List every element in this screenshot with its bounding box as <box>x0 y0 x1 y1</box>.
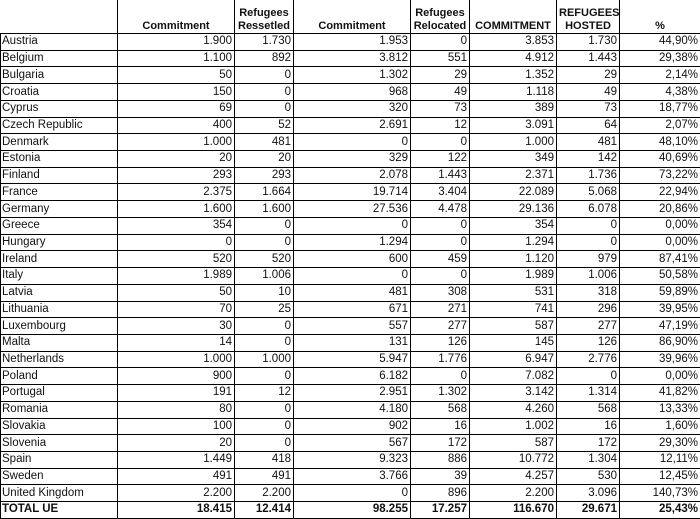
cell-refugees-relocated[interactable]: 0 <box>411 34 470 51</box>
cell-refugees-relocated[interactable]: 17.257 <box>411 502 470 519</box>
cell-refugees-relocated[interactable]: 4.478 <box>411 201 470 218</box>
table-row <box>1 451 700 468</box>
cell-percent[interactable]: 59,89% <box>620 284 700 301</box>
cell-commitment-resettlement[interactable]: 2.375 <box>118 184 235 201</box>
cell-commitment-resettlement[interactable]: 491 <box>118 468 235 485</box>
cell-commitment-relocation[interactable]: 567 <box>294 435 411 452</box>
cell-country[interactable]: Estonia <box>1 151 118 168</box>
table-row <box>1 251 700 268</box>
cell-refugees-relocated[interactable]: 1.302 <box>411 385 470 402</box>
cell-refugees-relocated[interactable]: 1.776 <box>411 351 470 368</box>
cell-total-commitment[interactable]: 587 <box>470 435 557 452</box>
cell-refugees-hosted[interactable]: 29 <box>557 67 620 84</box>
cell-refugees-relocated[interactable]: 277 <box>411 318 470 335</box>
cell-commitment-relocation[interactable]: 1.302 <box>294 67 411 84</box>
cell-refugees-hosted[interactable]: 0 <box>557 217 620 234</box>
cell-country[interactable]: Luxembourg <box>1 318 118 335</box>
cell-percent[interactable]: 86,90% <box>620 334 700 351</box>
total-row <box>1 502 700 519</box>
cell-percent[interactable]: 20,86% <box>620 201 700 218</box>
header-cell-refugees-resettled[interactable]: Refugees Ressetled <box>235 0 294 34</box>
cell-commitment-relocation[interactable]: 2.951 <box>294 385 411 402</box>
cell-total-commitment[interactable]: 389 <box>470 100 557 117</box>
cell-refugees-hosted[interactable]: 126 <box>557 334 620 351</box>
cell-commitment-relocation[interactable]: 0 <box>294 485 411 502</box>
cell-percent[interactable]: 12,11% <box>620 451 700 468</box>
cell-refugees-hosted[interactable]: 568 <box>557 401 620 418</box>
cell-refugees-relocated[interactable]: 12 <box>411 117 470 134</box>
cell-commitment-resettlement[interactable]: 20 <box>118 435 235 452</box>
cell-percent[interactable]: 41,82% <box>620 385 700 402</box>
cell-commitment-resettlement[interactable]: 14 <box>118 334 235 351</box>
cell-refugees-hosted[interactable]: 0 <box>557 234 620 251</box>
cell-refugees-relocated[interactable]: 459 <box>411 251 470 268</box>
cell-commitment-relocation[interactable]: 0 <box>294 268 411 285</box>
cell-refugees-relocated[interactable]: 16 <box>411 418 470 435</box>
cell-commitment-relocation[interactable]: 0 <box>294 217 411 234</box>
cell-commitment-resettlement[interactable]: 0 <box>118 234 235 251</box>
cell-total-commitment[interactable]: 1.118 <box>470 84 557 101</box>
cell-total-commitment[interactable]: 6.947 <box>470 351 557 368</box>
table-row <box>1 368 700 385</box>
cell-refugees-resettled[interactable]: 0 <box>235 217 294 234</box>
cell-refugees-hosted[interactable]: 1.314 <box>557 385 620 402</box>
cell-refugees-relocated[interactable]: 886 <box>411 451 470 468</box>
cell-country[interactable]: Croatia <box>1 84 118 101</box>
cell-commitment-resettlement[interactable]: 900 <box>118 368 235 385</box>
cell-commitment-relocation[interactable]: 320 <box>294 100 411 117</box>
cell-refugees-hosted[interactable]: 64 <box>557 117 620 134</box>
cell-percent[interactable]: 22,94% <box>620 184 700 201</box>
cell-country[interactable]: Sweden <box>1 468 118 485</box>
cell-percent[interactable]: 87,41% <box>620 251 700 268</box>
cell-country[interactable]: Lithuania <box>1 301 118 318</box>
cell-percent[interactable]: 39,96% <box>620 351 700 368</box>
cell-refugees-hosted[interactable]: 16 <box>557 418 620 435</box>
cell-percent[interactable]: 44,90% <box>620 34 700 51</box>
cell-country[interactable]: Ireland <box>1 251 118 268</box>
cell-commitment-relocation[interactable]: 4.180 <box>294 401 411 418</box>
cell-refugees-resettled[interactable]: 1.006 <box>235 268 294 285</box>
header-cell-commitment-resettlement[interactable]: Commitment <box>118 0 235 34</box>
cell-percent[interactable]: 0,00% <box>620 234 700 251</box>
cell-refugees-resettled[interactable]: 0 <box>235 401 294 418</box>
cell-commitment-resettlement[interactable]: 50 <box>118 67 235 84</box>
cell-refugees-relocated[interactable]: 0 <box>411 234 470 251</box>
cell-refugees-hosted[interactable]: 979 <box>557 251 620 268</box>
cell-total-commitment[interactable]: 3.853 <box>470 34 557 51</box>
cell-commitment-resettlement[interactable]: 354 <box>118 217 235 234</box>
cell-country[interactable]: Poland <box>1 368 118 385</box>
cell-percent[interactable]: 140,73% <box>620 485 700 502</box>
cell-commitment-relocation[interactable]: 557 <box>294 318 411 335</box>
table-row <box>1 385 700 402</box>
cell-percent[interactable]: 29,38% <box>620 50 700 67</box>
cell-refugees-hosted[interactable]: 172 <box>557 435 620 452</box>
table-row <box>1 100 700 117</box>
cell-refugees-resettled[interactable]: 481 <box>235 134 294 151</box>
cell-country[interactable]: Slovenia <box>1 435 118 452</box>
cell-refugees-resettled[interactable]: 0 <box>235 67 294 84</box>
cell-total-commitment[interactable]: 1.002 <box>470 418 557 435</box>
cell-refugees-resettled[interactable]: 491 <box>235 468 294 485</box>
cell-commitment-resettlement[interactable]: 2.200 <box>118 485 235 502</box>
cell-country[interactable]: Finland <box>1 167 118 184</box>
cell-total-commitment[interactable]: 1.352 <box>470 67 557 84</box>
cell-total-commitment[interactable]: 3.091 <box>470 117 557 134</box>
cell-refugees-resettled[interactable]: 0 <box>235 334 294 351</box>
cell-country[interactable]: Bulgaria <box>1 67 118 84</box>
cell-refugees-relocated[interactable]: 1.443 <box>411 167 470 184</box>
cell-refugees-relocated[interactable]: 271 <box>411 301 470 318</box>
cell-refugees-hosted[interactable]: 3.096 <box>557 485 620 502</box>
cell-commitment-relocation[interactable]: 1.953 <box>294 34 411 51</box>
cell-country[interactable]: Portugal <box>1 385 118 402</box>
cell-commitment-relocation[interactable]: 131 <box>294 334 411 351</box>
table-row <box>1 201 700 218</box>
cell-total-commitment[interactable]: 531 <box>470 284 557 301</box>
cell-refugees-resettled[interactable]: 10 <box>235 284 294 301</box>
cell-percent[interactable]: 0,00% <box>620 217 700 234</box>
cell-total-commitment[interactable]: 1.989 <box>470 268 557 285</box>
cell-total-commitment[interactable]: 4.260 <box>470 401 557 418</box>
table-row <box>1 485 700 502</box>
cell-total-commitment[interactable]: 1.000 <box>470 134 557 151</box>
cell-commitment-resettlement[interactable]: 18.415 <box>118 502 235 519</box>
cell-commitment-relocation[interactable]: 600 <box>294 251 411 268</box>
cell-percent[interactable]: 12,45% <box>620 468 700 485</box>
cell-total-commitment[interactable]: 1.120 <box>470 251 557 268</box>
table-row <box>1 418 700 435</box>
header-cell-refugees-relocated[interactable]: Refugees Relocated <box>411 0 470 34</box>
cell-refugees-hosted[interactable]: 1.730 <box>557 34 620 51</box>
cell-percent[interactable]: 29,30% <box>620 435 700 452</box>
cell-commitment-relocation[interactable]: 19.714 <box>294 184 411 201</box>
cell-refugees-resettled[interactable]: 52 <box>235 117 294 134</box>
cell-refugees-resettled[interactable]: 12 <box>235 385 294 402</box>
table-body <box>1 34 700 519</box>
cell-refugees-relocated[interactable]: 73 <box>411 100 470 117</box>
cell-commitment-relocation[interactable]: 6.182 <box>294 368 411 385</box>
table-row <box>1 184 700 201</box>
header-cell-commitment-relocation[interactable]: Commitment <box>294 0 411 34</box>
table-row <box>1 284 700 301</box>
cell-refugees-hosted[interactable]: 142 <box>557 151 620 168</box>
cell-refugees-resettled[interactable]: 12.414 <box>235 502 294 519</box>
table-row <box>1 435 700 452</box>
cell-commitment-resettlement[interactable]: 69 <box>118 100 235 117</box>
cell-refugees-resettled[interactable]: 0 <box>235 368 294 385</box>
cell-refugees-relocated[interactable]: 0 <box>411 368 470 385</box>
cell-refugees-relocated[interactable]: 568 <box>411 401 470 418</box>
cell-commitment-relocation[interactable]: 671 <box>294 301 411 318</box>
cell-total-commitment[interactable]: 116.670 <box>470 502 557 519</box>
cell-commitment-resettlement[interactable]: 100 <box>118 418 235 435</box>
cell-total-commitment[interactable]: 2.200 <box>470 485 557 502</box>
cell-commitment-resettlement[interactable]: 1.989 <box>118 268 235 285</box>
cell-refugees-relocated[interactable]: 3.404 <box>411 184 470 201</box>
cell-commitment-relocation[interactable]: 1.294 <box>294 234 411 251</box>
cell-country[interactable]: Slovakia <box>1 418 118 435</box>
cell-percent[interactable]: 50,58% <box>620 268 700 285</box>
header-cell-total-commitment[interactable]: COMMITMENT <box>470 0 557 34</box>
cell-commitment-resettlement[interactable]: 1.600 <box>118 201 235 218</box>
cell-refugees-hosted[interactable]: 49 <box>557 84 620 101</box>
cell-refugees-hosted[interactable]: 73 <box>557 100 620 117</box>
cell-country[interactable]: Netherlands <box>1 351 118 368</box>
table-row <box>1 351 700 368</box>
cell-percent[interactable]: 40,69% <box>620 151 700 168</box>
cell-refugees-resettled[interactable]: 20 <box>235 151 294 168</box>
cell-refugees-resettled[interactable]: 892 <box>235 50 294 67</box>
cell-country[interactable]: Czech Republic <box>1 117 118 134</box>
cell-refugees-resettled[interactable]: 0 <box>235 318 294 335</box>
cell-commitment-resettlement[interactable]: 20 <box>118 151 235 168</box>
cell-refugees-hosted[interactable]: 277 <box>557 318 620 335</box>
cell-refugees-resettled[interactable]: 0 <box>235 435 294 452</box>
cell-total-commitment[interactable]: 2.371 <box>470 167 557 184</box>
cell-commitment-relocation[interactable]: 481 <box>294 284 411 301</box>
table-row <box>1 50 700 67</box>
cell-country[interactable]: Spain <box>1 451 118 468</box>
cell-refugees-resettled[interactable]: 0 <box>235 84 294 101</box>
table-row <box>1 134 700 151</box>
cell-total-commitment[interactable]: 7.082 <box>470 368 557 385</box>
cell-refugees-hosted[interactable]: 5.068 <box>557 184 620 201</box>
cell-total-commitment[interactable]: 741 <box>470 301 557 318</box>
cell-total-commitment[interactable]: 354 <box>470 217 557 234</box>
cell-commitment-resettlement[interactable]: 1.449 <box>118 451 235 468</box>
cell-refugees-relocated[interactable]: 126 <box>411 334 470 351</box>
cell-refugees-resettled[interactable]: 1.000 <box>235 351 294 368</box>
header-row <box>1 0 700 34</box>
cell-percent[interactable]: 47,19% <box>620 318 700 335</box>
cell-commitment-relocation[interactable]: 98.255 <box>294 502 411 519</box>
cell-percent[interactable]: 1,60% <box>620 418 700 435</box>
cell-refugees-relocated[interactable]: 39 <box>411 468 470 485</box>
cell-percent[interactable]: 13,33% <box>620 401 700 418</box>
cell-country[interactable]: Malta <box>1 334 118 351</box>
cell-commitment-resettlement[interactable]: 150 <box>118 84 235 101</box>
cell-refugees-hosted[interactable]: 1.304 <box>557 451 620 468</box>
table-row <box>1 34 700 51</box>
cell-refugees-resettled[interactable]: 0 <box>235 234 294 251</box>
cell-total-commitment[interactable]: 4.257 <box>470 468 557 485</box>
table-row <box>1 84 700 101</box>
cell-commitment-relocation[interactable]: 968 <box>294 84 411 101</box>
cell-total-commitment[interactable]: 4.912 <box>470 50 557 67</box>
cell-commitment-resettlement[interactable]: 1.100 <box>118 50 235 67</box>
table-row <box>1 67 700 84</box>
cell-refugees-resettled[interactable]: 1.664 <box>235 184 294 201</box>
table-row <box>1 167 700 184</box>
cell-total-commitment[interactable]: 10.772 <box>470 451 557 468</box>
cell-country[interactable]: Denmark <box>1 134 118 151</box>
cell-commitment-relocation[interactable]: 3.812 <box>294 50 411 67</box>
cell-total-commitment[interactable]: 22.089 <box>470 184 557 201</box>
cell-percent[interactable]: 48,10% <box>620 134 700 151</box>
table-row <box>1 401 700 418</box>
cell-refugees-resettled[interactable]: 1.730 <box>235 34 294 51</box>
cell-percent[interactable]: 73,22% <box>620 167 700 184</box>
cell-refugees-hosted[interactable]: 530 <box>557 468 620 485</box>
cell-refugees-relocated[interactable]: 308 <box>411 284 470 301</box>
cell-refugees-hosted[interactable]: 318 <box>557 284 620 301</box>
cell-refugees-resettled[interactable]: 293 <box>235 167 294 184</box>
cell-refugees-hosted[interactable]: 2.776 <box>557 351 620 368</box>
cell-refugees-hosted[interactable]: 1.443 <box>557 50 620 67</box>
cell-country[interactable]: Italy <box>1 268 118 285</box>
cell-commitment-relocation[interactable]: 329 <box>294 151 411 168</box>
cell-country[interactable]: Cyprus <box>1 100 118 117</box>
cell-percent[interactable]: 39,95% <box>620 301 700 318</box>
cell-refugees-relocated[interactable]: 896 <box>411 485 470 502</box>
cell-refugees-relocated[interactable]: 29 <box>411 67 470 84</box>
cell-total-commitment[interactable]: 349 <box>470 151 557 168</box>
cell-country[interactable]: Austria <box>1 34 118 51</box>
cell-country[interactable]: Greece <box>1 217 118 234</box>
cell-commitment-resettlement[interactable]: 1.900 <box>118 34 235 51</box>
cell-country[interactable]: TOTAL UE <box>1 502 118 519</box>
cell-refugees-relocated[interactable]: 172 <box>411 435 470 452</box>
cell-commitment-resettlement[interactable]: 1.000 <box>118 134 235 151</box>
cell-refugees-hosted[interactable]: 1.006 <box>557 268 620 285</box>
table-row <box>1 301 700 318</box>
cell-country[interactable]: Romania <box>1 401 118 418</box>
table-row <box>1 217 700 234</box>
cell-commitment-resettlement[interactable]: 520 <box>118 251 235 268</box>
header-cell-country[interactable] <box>1 0 118 34</box>
cell-total-commitment[interactable]: 587 <box>470 318 557 335</box>
cell-refugees-relocated[interactable]: 49 <box>411 84 470 101</box>
table-row <box>1 117 700 134</box>
cell-commitment-resettlement[interactable]: 191 <box>118 385 235 402</box>
cell-country[interactable]: United Kingdom <box>1 485 118 502</box>
cell-commitment-relocation[interactable]: 27.536 <box>294 201 411 218</box>
table-row <box>1 268 700 285</box>
cell-refugees-resettled[interactable]: 1.600 <box>235 201 294 218</box>
cell-commitment-resettlement[interactable]: 30 <box>118 318 235 335</box>
cell-percent[interactable]: 0,00% <box>620 368 700 385</box>
cell-refugees-relocated[interactable]: 551 <box>411 50 470 67</box>
cell-country[interactable]: Belgium <box>1 50 118 67</box>
cell-country[interactable]: Germany <box>1 201 118 218</box>
cell-commitment-resettlement[interactable]: 1.000 <box>118 351 235 368</box>
cell-refugees-hosted[interactable]: 481 <box>557 134 620 151</box>
header-cell-refugees-hosted[interactable]: REFUGEES HOSTED <box>557 0 620 34</box>
cell-total-commitment[interactable]: 29.136 <box>470 201 557 218</box>
cell-commitment-relocation[interactable]: 3.766 <box>294 468 411 485</box>
cell-refugees-resettled[interactable]: 25 <box>235 301 294 318</box>
cell-percent[interactable]: 18,77% <box>620 100 700 117</box>
cell-commitment-relocation[interactable]: 9.323 <box>294 451 411 468</box>
cell-refugees-resettled[interactable]: 0 <box>235 100 294 117</box>
cell-commitment-resettlement[interactable]: 80 <box>118 401 235 418</box>
cell-refugees-hosted[interactable]: 0 <box>557 368 620 385</box>
cell-refugees-resettled[interactable]: 520 <box>235 251 294 268</box>
cell-refugees-hosted[interactable]: 296 <box>557 301 620 318</box>
cell-refugees-hosted[interactable]: 1.736 <box>557 167 620 184</box>
cell-commitment-relocation[interactable]: 902 <box>294 418 411 435</box>
cell-refugees-hosted[interactable]: 29.671 <box>557 502 620 519</box>
cell-commitment-resettlement[interactable]: 293 <box>118 167 235 184</box>
table-row <box>1 334 700 351</box>
cell-total-commitment[interactable]: 1.294 <box>470 234 557 251</box>
cell-refugees-resettled[interactable]: 2.200 <box>235 485 294 502</box>
cell-refugees-hosted[interactable]: 6.078 <box>557 201 620 218</box>
cell-refugees-resettled[interactable]: 418 <box>235 451 294 468</box>
cell-commitment-relocation[interactable]: 5.947 <box>294 351 411 368</box>
cell-refugees-relocated[interactable]: 0 <box>411 134 470 151</box>
table-row <box>1 234 700 251</box>
cell-percent[interactable]: 2,07% <box>620 117 700 134</box>
cell-commitment-relocation[interactable]: 2.078 <box>294 167 411 184</box>
cell-commitment-relocation[interactable]: 2.691 <box>294 117 411 134</box>
cell-percent[interactable]: 25,43% <box>620 502 700 519</box>
cell-total-commitment[interactable]: 3.142 <box>470 385 557 402</box>
cell-percent[interactable]: 4,38% <box>620 84 700 101</box>
cell-country[interactable]: Hungary <box>1 234 118 251</box>
cell-country[interactable]: France <box>1 184 118 201</box>
cell-percent[interactable]: 2,14% <box>620 67 700 84</box>
cell-refugees-resettled[interactable]: 0 <box>235 418 294 435</box>
table-row <box>1 318 700 335</box>
cell-refugees-relocated[interactable]: 0 <box>411 268 470 285</box>
cell-commitment-resettlement[interactable]: 400 <box>118 117 235 134</box>
cell-commitment-relocation[interactable]: 0 <box>294 134 411 151</box>
header-cell-percent[interactable]: % <box>620 0 700 34</box>
cell-country[interactable]: Latvia <box>1 284 118 301</box>
cell-commitment-resettlement[interactable]: 70 <box>118 301 235 318</box>
cell-commitment-resettlement[interactable]: 50 <box>118 284 235 301</box>
table-row <box>1 151 700 168</box>
cell-refugees-relocated[interactable]: 122 <box>411 151 470 168</box>
table-row <box>1 468 700 485</box>
cell-refugees-relocated[interactable]: 0 <box>411 217 470 234</box>
cell-total-commitment[interactable]: 145 <box>470 334 557 351</box>
